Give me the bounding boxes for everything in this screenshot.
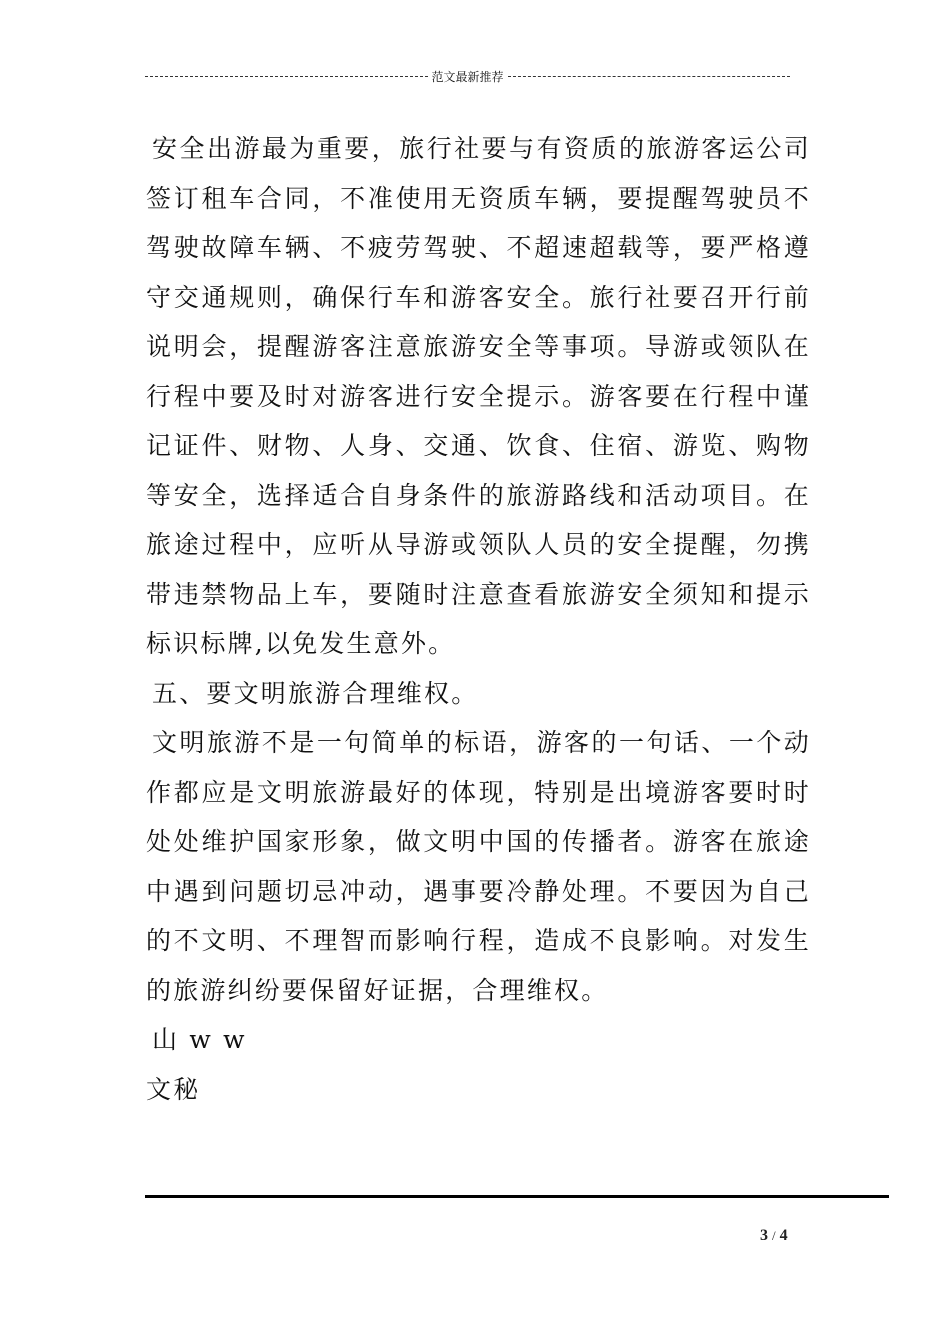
page-number <box>760 1227 788 1245</box>
header-dash-left <box>145 76 428 77</box>
paragraph-safety: 安全出游最为重要，旅行社要与有资质的旅游客运公司签订租车合同，不准使用无资质车辆，要提醒驾驶员不驾驶故障车辆、不疲劳驾驶、不超速超载等，要严格遵守交通规则，确保行车和游客安全。旅行社要召开行前说明会，提醒游客注意旅游安全等事项。导游或领队在行程中要及时对游客进行安全提示。游客要在行程中谨记证件、财物、人身、交通、饮食、住宿、游览、购物等安全，选择适合自身条件的旅游路线和活动项目。在旅途过程中，应听从导游或领队人员的安全提醒，勿携带违禁物品上车，要随时注意查看旅游安全须知和提示标识标牌,以免发生意外。 <box>146 134 811 658</box>
document-body <box>146 124 811 1114</box>
page-header <box>145 64 790 88</box>
footer-rule <box>145 1195 889 1198</box>
paragraph-fragment-2: 文秘 <box>146 1074 201 1104</box>
page-total: 4 <box>779 1227 788 1244</box>
section-heading-civilized-travel: 五、要文明旅游合理维权。 <box>152 678 479 708</box>
page-current: 3 <box>760 1227 768 1244</box>
header-dash-right <box>508 76 791 77</box>
paragraph-fragment-1: 山 w w <box>152 1025 247 1054</box>
page-separator: / <box>772 1228 776 1243</box>
header-label: 范文最新推荐 <box>431 69 504 84</box>
paragraph-civilized-travel: 文明旅游不是一句简单的标语，游客的一句话、一个动作都应是文明旅游最好的体现，特别是出境游客要时时处处维护国家形象，做文明中国的传播者。游客在旅途中遇到问题切忌冲动，遇事要冷静处理。不要因为自己的不文明、不理智而影响行程，造成不良影响。对发生的旅游纠纷要保留好证据，合理维权。 <box>146 728 811 1005</box>
